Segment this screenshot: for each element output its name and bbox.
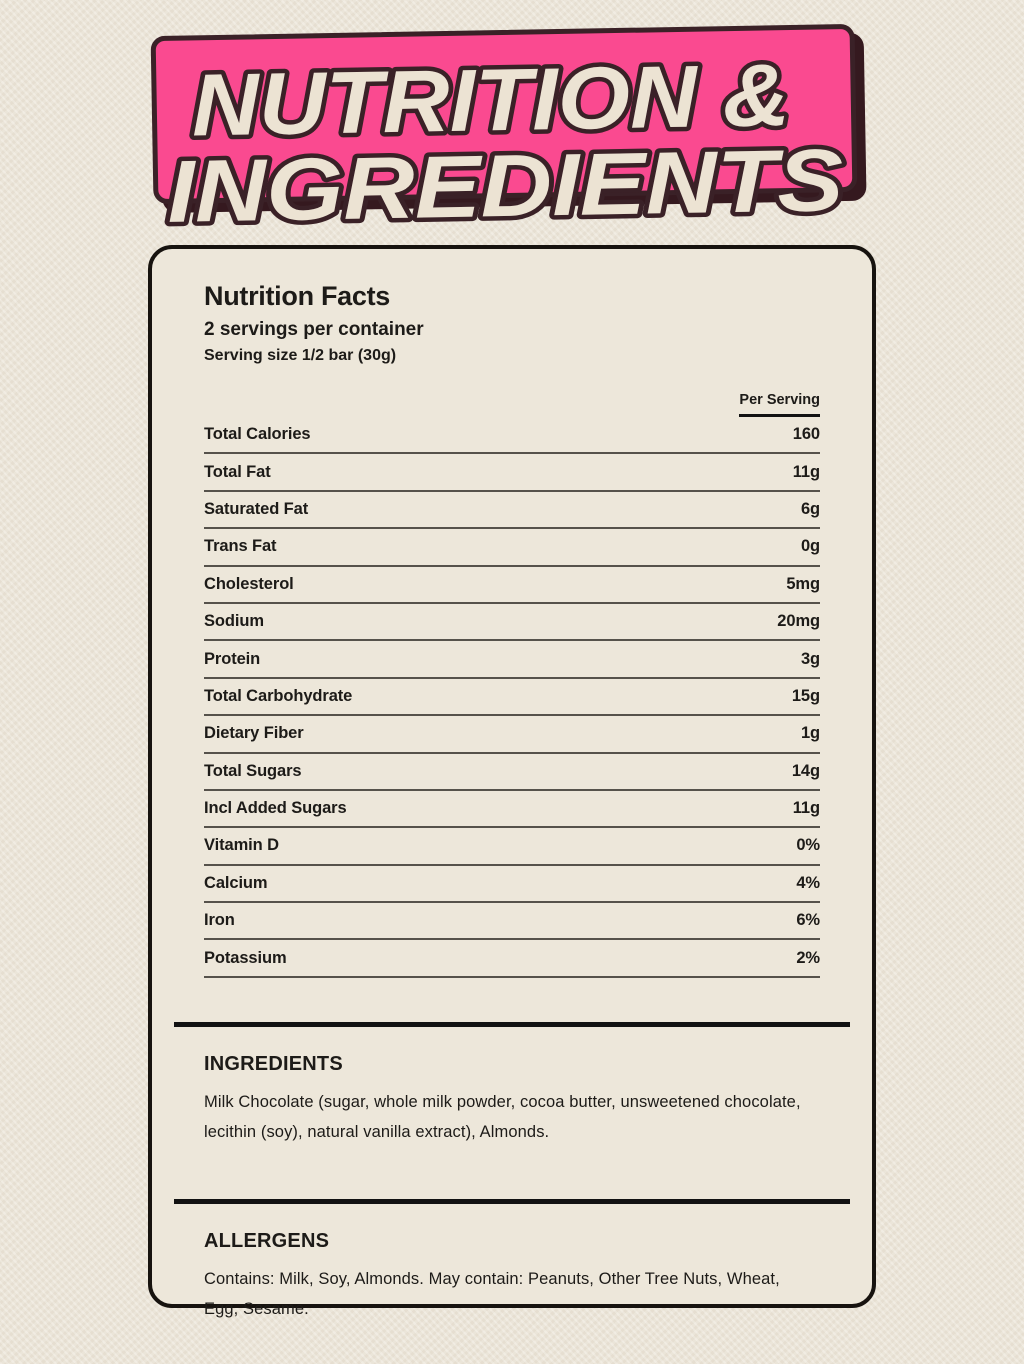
logo-line2: INGREDIENTS	[166, 131, 770, 241]
nutrient-label: Vitamin D	[204, 836, 279, 855]
table-row	[204, 492, 820, 529]
nutrition-facts-title: Nutrition Facts	[204, 281, 391, 311]
nutrient-label: Cholesterol	[204, 574, 294, 593]
ingredients-heading: INGREDIENTS	[204, 1052, 343, 1075]
nutrient-value: 20mg	[777, 612, 820, 631]
table-row	[204, 754, 820, 791]
nutrient-label: Dietary Fiber	[204, 724, 304, 743]
nutrient-value: 0%	[796, 836, 820, 855]
logo-text-graphic	[150, 6, 858, 248]
table-row	[204, 828, 820, 865]
allergens-text: Contains: Milk, Soy, Almonds. May contain: Peanuts, Other Tree Nuts, Wheat, Egg, Sesame.	[204, 1270, 780, 1318]
nutrient-label: Saturated Fat	[204, 499, 309, 518]
nutrient-value: 14g	[791, 761, 820, 780]
nutrition-facts-card	[148, 245, 876, 1318]
nutrient-label: Total Fat	[204, 462, 271, 481]
nutrient-value: 6g	[800, 499, 820, 518]
ingredients-section	[174, 1027, 850, 1173]
table-row	[204, 903, 820, 940]
table-row	[204, 604, 820, 641]
nutrient-value: 160	[792, 425, 820, 444]
table-row	[204, 454, 820, 491]
nutrient-label: Iron	[204, 911, 235, 930]
servings-per-container: 2 servings per container	[204, 319, 424, 340]
ingredients-text: Milk Chocolate (sugar, whole milk powder, cocoa butter, unsweetened chocolate, lecithin (soy), natural vanilla extract), Almonds.	[204, 1092, 801, 1141]
per-serving-column-header: Per Serving	[739, 392, 820, 417]
nutrient-value: 11g	[792, 462, 820, 481]
nutrition-table	[204, 417, 820, 978]
nutrient-value: 3g	[800, 649, 820, 668]
logo-line1: NUTRITION &	[190, 45, 760, 155]
table-row	[204, 529, 820, 566]
nutrient-label: Trans Fat	[204, 537, 277, 556]
nutrient-label: Protein	[204, 649, 261, 668]
nutrient-value: 0g	[800, 537, 820, 556]
table-row	[204, 641, 820, 678]
table-row	[204, 791, 820, 828]
nutrient-value: 2%	[796, 948, 820, 967]
table-row	[204, 679, 820, 716]
column-header-row	[204, 391, 820, 417]
table-row	[204, 567, 820, 604]
allergens-heading: ALLERGENS	[204, 1230, 330, 1253]
nutrient-label: Total Sugars	[204, 761, 302, 780]
nutrient-label: Potassium	[204, 948, 287, 967]
nutrient-value: 4%	[796, 873, 820, 892]
nutrient-value: 11g	[792, 799, 820, 818]
table-row	[204, 866, 820, 903]
allergens-section	[174, 1204, 850, 1350]
nutrient-label: Total Calories	[204, 425, 311, 444]
nutrient-label: Sodium	[204, 612, 264, 631]
table-row	[204, 716, 820, 753]
nutrient-value: 6%	[796, 911, 820, 930]
nutrient-label: Calcium	[204, 873, 268, 892]
nutrition-ingredients-logo	[151, 24, 858, 241]
table-row	[204, 940, 820, 977]
nutrient-label: Total Carbohydrate	[204, 686, 353, 705]
nutrient-value: 1g	[800, 724, 820, 743]
nutrient-value: 15g	[791, 686, 820, 705]
nutrient-value: 5mg	[786, 574, 820, 593]
serving-size: Serving size 1/2 bar (30g)	[204, 347, 397, 364]
nutrient-label: Incl Added Sugars	[204, 799, 347, 818]
table-row	[204, 417, 820, 454]
